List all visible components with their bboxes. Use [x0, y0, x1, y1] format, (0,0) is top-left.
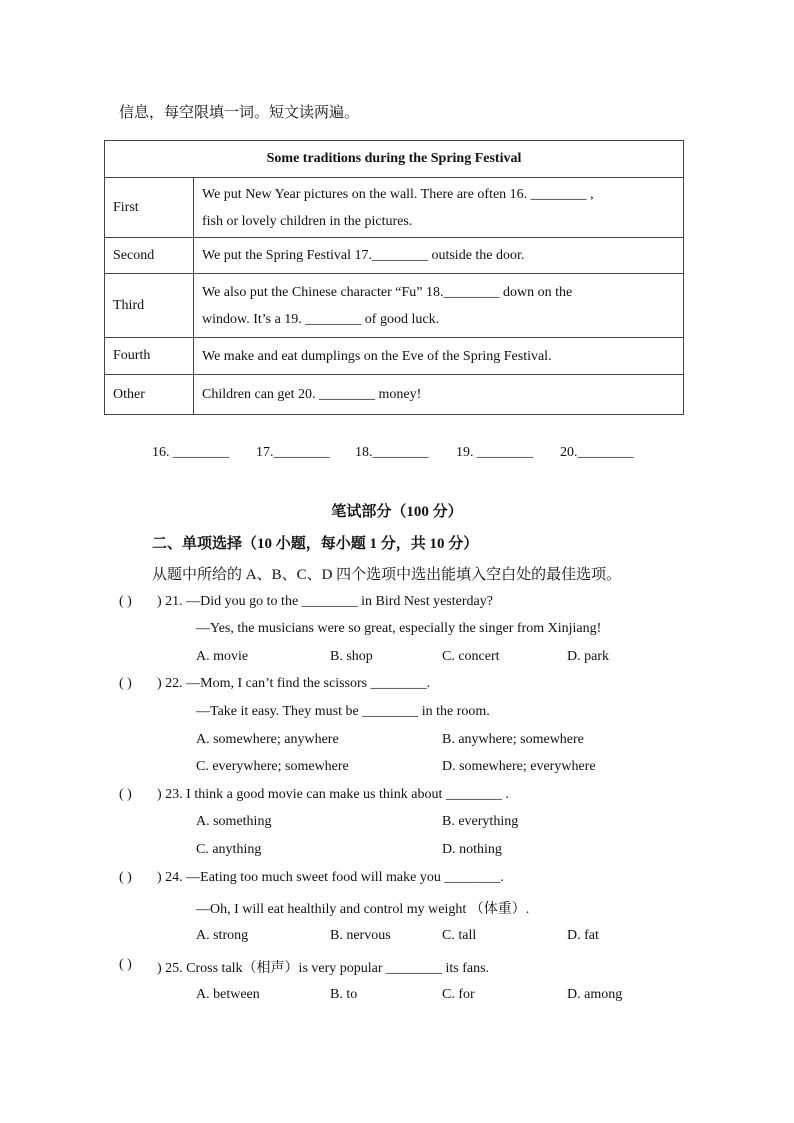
table-row [105, 338, 684, 375]
option-d: D. nothing [442, 842, 502, 857]
row-line: window. It’s a 19. ________ of good luck. [202, 311, 440, 327]
answer-paren: ( ) [119, 594, 132, 609]
answer-blank-19: 19. ________ [456, 445, 533, 460]
answer-paren: ( ) [119, 870, 132, 885]
option-a: A. somewhere; anywhere [196, 732, 339, 747]
option-a: A. strong [196, 928, 249, 943]
question-line: —Oh, I will eat healthily and control my weight （体重）. [196, 902, 530, 917]
table-row [105, 375, 684, 415]
option-c: C. concert [442, 649, 500, 664]
row-line: We also put the Chinese character “Fu” 18.________ down on the [202, 284, 573, 300]
row-label: Fourth [105, 338, 194, 375]
answer-blank-20: 20.________ [560, 445, 634, 460]
option-c: C. everywhere; somewhere [196, 759, 349, 774]
row-label: First [105, 178, 194, 238]
row-text [194, 375, 684, 415]
row-text [194, 338, 684, 375]
answer-blank-16: 16. ________ [152, 445, 229, 460]
row-text [194, 238, 684, 274]
answer-blank-18: 18.________ [355, 445, 429, 460]
section-heading: 二、单项选择（10 小题，每小题 1 分，共 10 分） [152, 536, 479, 552]
question-stem: ) 24. —Eating too much sweet food will make you ________. [157, 870, 504, 885]
intro-text: 信息，每空限填一词。短文读两遍。 [119, 105, 360, 121]
row-line: We put New Year pictures on the wall. There are often 16. ________ , [202, 186, 594, 202]
table-header-row [105, 141, 684, 178]
option-b: B. everything [442, 814, 519, 829]
option-b: B. to [330, 987, 358, 1002]
answer-blank-17: 17.________ [256, 445, 330, 460]
option-b: B. nervous [330, 928, 391, 943]
table-row [105, 178, 684, 238]
option-c: C. for [442, 987, 475, 1002]
question-line: —Yes, the musicians were so great, especially the singer from Xinjiang! [196, 621, 602, 636]
answer-paren: ( ) [119, 787, 132, 802]
section-title: 笔试部分（100 分） [331, 504, 463, 520]
answer-paren: ( ) [119, 676, 132, 691]
table-title: Some traditions during the Spring Festival [105, 141, 684, 178]
option-c: C. tall [442, 928, 477, 943]
section-description: 从题中所给的 A、B、C、D 四个选项中选出能填入空白处的最佳选项。 [152, 567, 622, 583]
row-line: Children can get 20. ________ money! [202, 387, 422, 402]
option-d: D. park [567, 649, 609, 664]
option-d: D. among [567, 987, 623, 1002]
row-text [194, 178, 684, 238]
question-stem: ) 25. Cross talk（相声）is very popular ________ its fans. [157, 961, 490, 976]
question-line: —Take it easy. They must be ________ in the room. [196, 704, 490, 719]
answer-paren: ( ) [119, 957, 132, 972]
row-label: Other [105, 375, 194, 415]
question-stem: ) 23. I think a good movie can make us think about ________ . [157, 787, 509, 802]
option-c: C. anything [196, 842, 262, 857]
traditions-table [104, 140, 684, 415]
option-b: B. shop [330, 649, 373, 664]
option-d: D. fat [567, 928, 599, 943]
row-text [194, 274, 684, 338]
option-a: A. something [196, 814, 272, 829]
row-line: We put the Spring Festival 17.________ outside the door. [202, 248, 525, 263]
row-line: fish or lovely children in the pictures. [202, 213, 413, 229]
option-d: D. somewhere; everywhere [442, 759, 596, 774]
row-line: We make and eat dumplings on the Eve of the Spring Festival. [202, 348, 552, 364]
table-row [105, 238, 684, 274]
row-label: Third [105, 274, 194, 338]
option-a: A. between [196, 987, 260, 1002]
option-a: A. movie [196, 649, 249, 664]
table-row [105, 274, 684, 338]
question-stem: ) 21. —Did you go to the ________ in Bird Nest yesterday? [157, 594, 493, 609]
question-stem: ) 22. —Mom, I can’t find the scissors ________. [157, 676, 431, 691]
row-label: Second [105, 238, 194, 274]
option-b: B. anywhere; somewhere [442, 732, 584, 747]
